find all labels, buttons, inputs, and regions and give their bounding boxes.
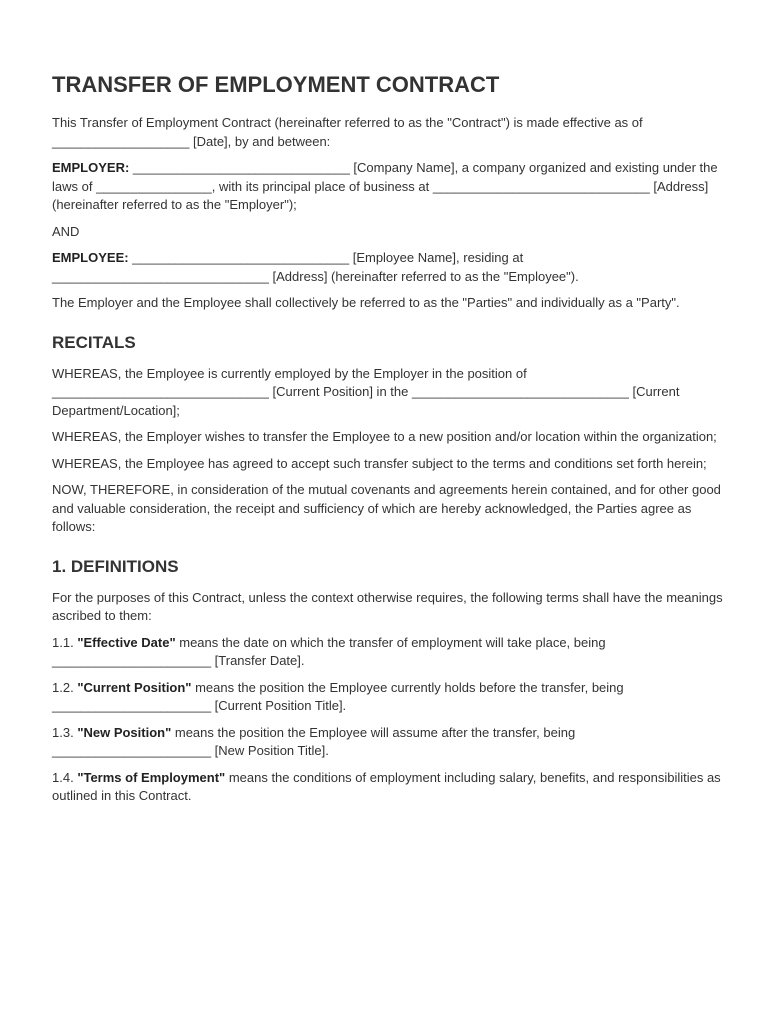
recital-paragraph: WHEREAS, the Employee has agreed to accept such transfer subject to the terms and conditions set forth herein; [52,455,707,471]
employer-text: ______________________________ [Company Name], a company organized and existing under the laws of ________________, with its principal place of business at ______________________________ [Address] (hereinafter referred to as the "Employer"); [52,160,718,212]
employee-text: ______________________________ [Employee Name], residing at ______________________________ [Address] (hereinafter referred to as the "Employee"). [52,250,579,284]
recitals-heading: RECITALS [52,332,136,352]
definitions-intro: For the purposes of this Contract, unless the context otherwise requires, the following terms shall have the meanings ascribed to them: [52,589,723,623]
definition-term: "Terms of Employment" [77,769,226,785]
employee-paragraph [52,249,724,286]
definition-number: 1.3. [52,724,74,740]
employer-label: EMPLOYER: [52,160,130,175]
definition-item [52,634,724,671]
definition-term: "Current Position" [77,679,192,695]
definition-number: 1.2. [52,679,74,695]
definition-item [52,679,724,716]
definition-text: means the position the Employee currently holds before the transfer, being ______________________ [Current Position Title]. [52,679,624,713]
and-paragraph: AND [52,223,80,239]
definition-number: 1.4. [52,769,74,785]
definition-text: means the date on which the transfer of employment will take place, being ______________________ [Transfer Date]. [52,634,606,668]
employer-paragraph [52,159,724,215]
document-page [52,70,724,814]
document-title: TRANSFER OF EMPLOYMENT CONTRACT [52,72,500,97]
definition-term: "Effective Date" [77,634,176,650]
definition-text: means the position the Employee will assume after the transfer, being ______________________ [New Position Title]. [52,724,576,758]
definition-text: means the conditions of employment including salary, benefits, and responsibilities as outlined in this Contract. [52,769,721,803]
recital-paragraph: WHEREAS, the Employer wishes to transfer the Employee to a new position and/or location within the organization; [52,429,717,444]
definition-item [52,724,724,761]
parties-paragraph: The Employer and the Employee shall collectively be referred to as the "Parties" and individually as a "Party". [52,295,680,310]
definition-item [52,769,724,806]
intro-paragraph: This Transfer of Employment Contract (hereinafter referred to as the "Contract") is made effective as of ___________________ [Date], by and between: [52,115,643,149]
recital-paragraph: WHEREAS, the Employee is currently employed by the Employer in the position of ______________________________ [Current Position] in the ______________________________ [Current Department/Location]; [52,365,680,418]
employee-label: EMPLOYEE: [52,250,129,265]
definition-term: "New Position" [77,724,172,740]
definition-number: 1.1. [52,634,74,650]
recital-paragraph: NOW, THEREFORE, in consideration of the mutual covenants and agreements herein contained, and for other good and valuable consideration, the receipt and sufficiency of which are hereby acknowledged, the Parties agree as follows: [52,482,721,534]
definitions-heading: 1. DEFINITIONS [52,556,179,576]
